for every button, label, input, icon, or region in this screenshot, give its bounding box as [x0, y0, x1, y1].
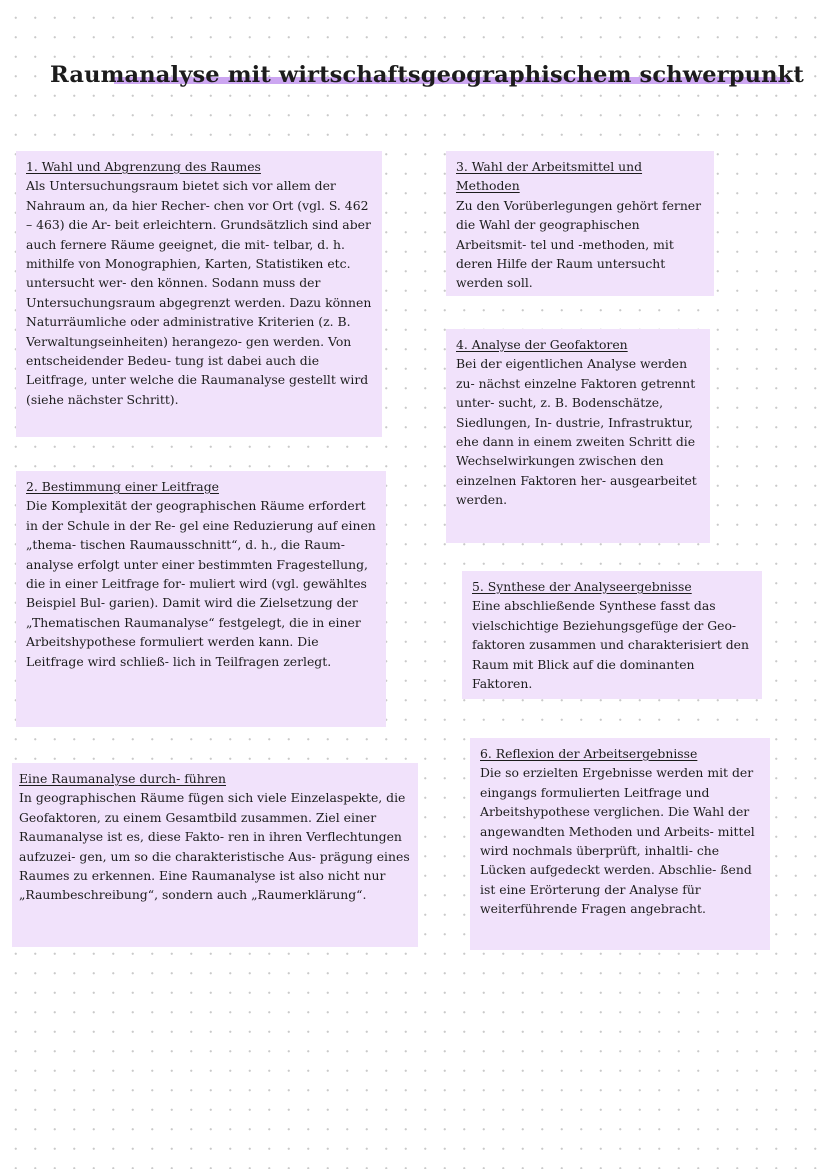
section-body: Bei der eigentlichen Analyse werden zu- nächst einzelne Faktoren getrennt unter- sucht, z. B. Bodenschätze, Siedlungen, In- dustrie, Infrastruktur, ehe dann in einem zweiten Schritt die Wechselwirkungen zwischen den einzelnen Faktoren her- ausgearbeitet werden. [456, 356, 697, 508]
page-title [50, 62, 804, 89]
section-heading: 6. Reflexion der Arbeitsergebnisse [480, 746, 698, 761]
section-body: Die so erzielten Ergebnisse werden mit der eingangs formulierten Leitfrage und Arbeitshypothese verglichen. Die Wahl der angewandten Methoden und Arbeits- mittel wird nochmals überprüft, inhaltli- che Lücken aufgedeckt werden. Abschlie- ßend ist eine Erörterung der Analyse für weiterführende Fragen angebracht. [480, 765, 755, 917]
section-heading: 1. Wahl und Abgrenzung des Raumes [26, 159, 261, 174]
section-heading: 5. Synthese der Analyseergebnisse [472, 579, 692, 594]
section-heading: 4. Analyse der Geofaktoren [456, 337, 628, 352]
section-reflexion [470, 738, 770, 950]
section-raumanalyse-durchfuehren [12, 763, 418, 947]
section-body: Die Komplexität der geographischen Räume erfordert in der Schule in der Re- gel eine Reduzierung auf einen „thema- tischen Raumausschnitt“, d. h., die Raum- analyse erfolgt unter einer bestimmten Fragestellung, die in einer Leitfrage for- muliert wird (vgl. gewähltes Beispiel Bul- garien). Damit wird die Zielsetzung der „Thematischen Raumanalyse“ festgelegt, die in einer Arbeitshypothese formuliert werden kann. Die Leitfrage wird schließ- lich in Teilfragen zerlegt. [26, 498, 376, 669]
section-body: In geographischen Räume fügen sich viele Einzelaspekte, die Geofaktoren, zu einem Gesamtbild zusammen. Ziel einer Raumanalyse ist es, diese Fakto- ren in ihren Verflechtungen aufzuzei- gen, um so die charakteristische Aus- prägung eines Raumes zu erkennen. Eine Raumanalyse ist also nicht nur „Raumbeschreibung“, sondern auch „Raumerklärung“. [19, 790, 410, 903]
section-wahl-abgrenzung [16, 151, 382, 437]
section-heading: Eine Raumanalyse durch- führen [19, 771, 226, 786]
section-heading: 2. Bestimmung einer Leitfrage [26, 479, 219, 494]
section-arbeitsmittel [446, 151, 714, 296]
page-title-text: Raumanalyse mit wirtschaftsgeographischem schwerpunkt [50, 62, 804, 88]
section-heading: 3. Wahl der Arbeitsmittel und Methoden [456, 159, 643, 194]
section-geofaktoren [446, 329, 710, 543]
section-body: Eine abschließende Synthese fasst das vielschichtige Beziehungsgefüge der Geo- faktoren zusammen und charakterisiert den Raum mit Blick auf die dominanten Faktoren. [472, 598, 749, 692]
section-synthese [462, 571, 762, 699]
section-body: Zu den Vorüberlegungen gehört ferner die Wahl der geographischen Arbeitsmit- tel und -methoden, mit deren Hilfe der Raum untersucht werden soll. [456, 197, 702, 291]
section-body: Als Untersuchungsraum bietet sich vor allem der Nahraum an, da hier Recher- chen vor Ort (vgl. S. 462 – 463) die Ar- beit erleichtern. Grundsätzlich sind aber auch fernere Räume geeignet, die mit- telbar, d. h. mithilfe von Monographien, Karten, Statistiken etc. untersucht wer- den können. Sodann muss der Untersuchungsraum abgegrenzt werden. Dazu können Naturräumliche oder administrative Kriterien (z. B. Verwaltungseinheiten) herangezo- gen werden. Von entscheidender Bedeu- tung ist dabei auch die Leitfrage, unter welche die Raumanalyse gestellt wird (siehe nächster Schritt). [26, 178, 372, 407]
section-leitfrage [16, 471, 386, 727]
